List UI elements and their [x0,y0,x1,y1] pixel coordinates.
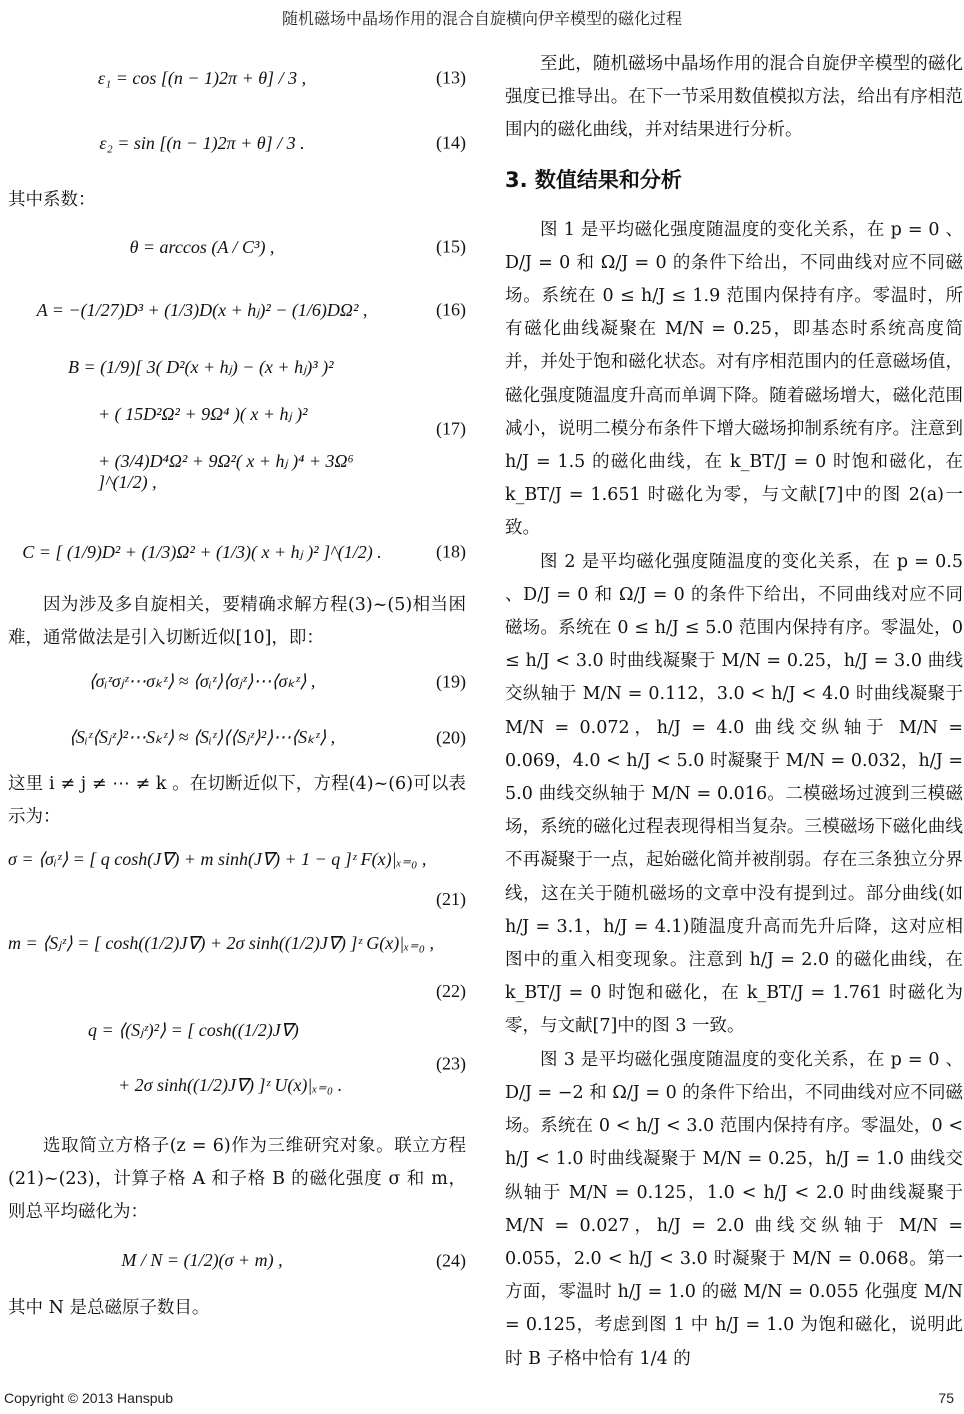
equation-13-number: (13) [436,67,466,88]
equation-20 [8,708,466,768]
equation-18-body: C = [ (1/9)D² + (1/3)Ω² + (1/3)( x + hⱼ )² ]^(1/2) . [22,541,382,562]
equation-16-number: (16) [436,299,466,320]
equation-20-number: (20) [436,727,466,748]
paragraph-summary: 至此，随机磁场中晶场作用的混合自旋伊辛模型的磁化强度已推导出。在下一节采用数值模拟方法，给出有序相范围内的磁化曲线，并对结果进行分析。 [505,54,963,141]
equation-15-body: θ = arccos (A / C³) , [129,236,275,257]
equation-24 [8,1230,466,1292]
equation-22-number: (22) [436,981,466,1002]
paragraph-figure-1: 图 1 是平均磁化强度随温度的变化关系，在 p = 0 、D/J = 0 和 Ω/J = 0 的条件下给出，不同曲线对应不同磁场。系统在 0 ≤ h/J ≤ 1.9 范围内保持有序。零温时，所有磁化曲线凝聚在 M/N = 0.25，即基态时系统高度简并，并处于饱和磁化状态。对有序相范围内的任意磁场值，磁化强度随温度升高而单调下降。随着磁场增大，磁化范围减小，说明二模分布条件下增大磁场抑制系统有序。注意到 h/J = 1.5 的磁化曲线，在 k_BT/J = 0 时饱和磁化，在 k_BT/J = 1.651 时磁化为零，与文献[7]中的图 2(a)一致。 [505,219,963,539]
equation-18 [8,515,466,589]
equation-14-body: ε₂ = sin [(n − 1)2π + θ] / 3 . [99,132,305,153]
equation-15 [8,217,466,277]
equation-13-body: ε₁ = cos [(n − 1)2π + θ] / 3 , [97,67,307,88]
paragraph-figure-2: 图 2 是平均磁化强度随温度的变化关系，在 p = 0.5 、D/J = 0 和 Ω/J = 0 的条件下给出，不同曲线对应不同磁场。系统在 0 ≤ h/J ≤ 5.0 范围内保持有序。零温处，0 ≤ h/J < 3.0 时曲线凝聚于 M/N = 0.25，h/J = 3.0 曲线交纵轴于 M/N = 0.112，3.0 < h/J < 4.0 时曲线凝聚于 M/N = 0.072，h/J = 4.0 曲线交纵轴于 M/N = 0.069，4.0 < h/J < 5.0 时凝聚于 M/N = 0.032，h/J = 5.0 曲线交纵轴于 M/N = 0.016。二模磁场过渡到三模磁场，系统的磁化过程表现得相当复杂。三模磁场下磁化曲线不再凝聚于一点，起始磁化简并被削弱。存在三条独立分界线，这在关于随机磁场的文章中没有提到过。部分曲线(如 h/J = 3.1，h/J = 4.1)随温度升高而先升后降，这对应相图中的重入相变现象。注意到 h/J = 2.0 的磁化曲线，在 k_BT/J = 0 时饱和磁化，在 k_BT/J = 1.761 时磁化为零，与文献[7]中的图 3 一致。 [505,551,963,1037]
equation-15-number: (15) [436,236,466,257]
page-number: 75 [938,1390,954,1406]
right-column [505,48,963,1376]
equation-17-line-3: + (3/4)D⁴Ω² + 9Ω²( x + hⱼ )⁴ + 3Ω⁶ ]^(1/2) , [98,451,354,493]
equation-23-number: (23) [436,1053,466,1074]
running-header: 随机磁场中晶场作用的混合自旋横向伊辛模型的磁化过程 [281,9,682,28]
equation-16 [8,277,466,343]
equation-17-line-1: B = (1/9)[ 3( D²(x + hⱼ) − (x + hⱼ)³ )² [68,357,334,378]
equation-17 [8,343,466,515]
equation-24-number: (24) [436,1250,466,1271]
paragraph-atom-count: 其中 N 是总磁原子数目。 [8,1297,210,1318]
equation-19-body: ⟨σᵢᶻσⱼᶻ⋯σₖᶻ⟩ ≈ ⟨σᵢᶻ⟩⟨σⱼᶻ⟩⋯⟨σₖᶻ⟩ , [88,671,316,692]
equation-24-body: M / N = (1/2)(σ + m) , [121,1250,283,1271]
equation-20-body: ⟨Sᵢᶻ⟨Sⱼᶻ⟩²⋯Sₖᶻ⟩ ≈ ⟨Sᵢᶻ⟩⟨⟨Sⱼᶻ⟩²⟩⋯⟨Sₖᶻ⟩ , [68,727,336,748]
section-title: 3. 数值结果和分析 [505,167,682,192]
equation-17-line-2: + ( 15D²Ω² + 9Ω⁴ )( x + hⱼ )² [98,404,308,425]
equation-23 [8,1006,466,1122]
equation-21 [8,834,466,914]
left-column [8,48,466,1325]
paragraph-figure-3: 图 3 是平均磁化强度随温度的变化关系，在 p = 0 、D/J = −2 和 Ω/J = 0 的条件下给出，不同曲线对应不同磁场。系统在 0 < h/J < 3.0 范围内保持有序。零温处，0 < h/J < 1.0 时曲线凝聚于 M/N = 0.25，h/J = 1.0 曲线交纵轴于 M/N = 0.125，1.0 < h/J < 2.0 时曲线凝聚于 M/N = 0.027，h/J = 2.0 曲线交纵轴于 M/N = 0.055，2.0 < h/J < 3.0 时凝聚于 M/N = 0.068。第一方面，零温时 h/J = 1.0 的磁 M/N = 0.055 化强度 M/N = 0.125，考虑到图 1 中 h/J = 1.0 为饱和磁化，说明此时 B 子格中恰有 1/4 的 [505,1049,963,1369]
paragraph-truncation-result: 这里 i ≠ j ≠ ⋯ ≠ k 。在切断近似下，方程(4)~(6)可以表示为： [8,773,466,827]
paragraph-truncation: 因为涉及多自旋相关，要精确求解方程(3)~(5)相当困难，通常做法是引入切断近似[10]，即： [8,595,466,649]
equation-22-body: m = ⟨Sⱼᶻ⟩ = [ cosh((1/2)J∇) + 2σ sinh((1/2)J∇) ]ᶻ G(x)|ₓ₌₀ , [8,932,435,953]
equation-19 [8,656,466,708]
equation-18-number: (18) [436,541,466,562]
equation-23-line-1: q = ⟨(Sⱼᶻ)²⟩ = [ cosh((1/2)J∇) [88,1020,299,1041]
equation-17-number: (17) [436,418,466,439]
equation-13 [8,48,466,108]
equation-23-line-2: + 2σ sinh((1/2)J∇) ]ᶻ U(x)|ₓ₌₀ . [118,1075,343,1096]
equation-22 [8,914,466,1006]
equation-14-number: (14) [436,132,466,153]
equation-21-body: σ = ⟨σᵢᶻ⟩ = [ q cosh(J∇) + m sinh(J∇) + 1 − q ]ᶻ F(x)|ₓ₌₀ , [8,848,427,869]
equation-14 [8,108,466,178]
equation-19-number: (19) [436,671,466,692]
footer-copyright: Copyright © 2013 Hanspub [4,1390,174,1406]
equation-21-number: (21) [436,889,466,910]
equation-16-body: A = −(1/27)D³ + (1/3)D(x + hⱼ)² − (1/6)DΩ² , [36,299,368,320]
paragraph-lattice: 选取简立方格子(z = 6)作为三维研究对象。联立方程(21)~(23)，计算子格 A 和子格 B 的磁化强度 σ 和 m，则总平均磁化为： [8,1136,466,1223]
coefficient-label: 其中系数： [8,190,96,210]
